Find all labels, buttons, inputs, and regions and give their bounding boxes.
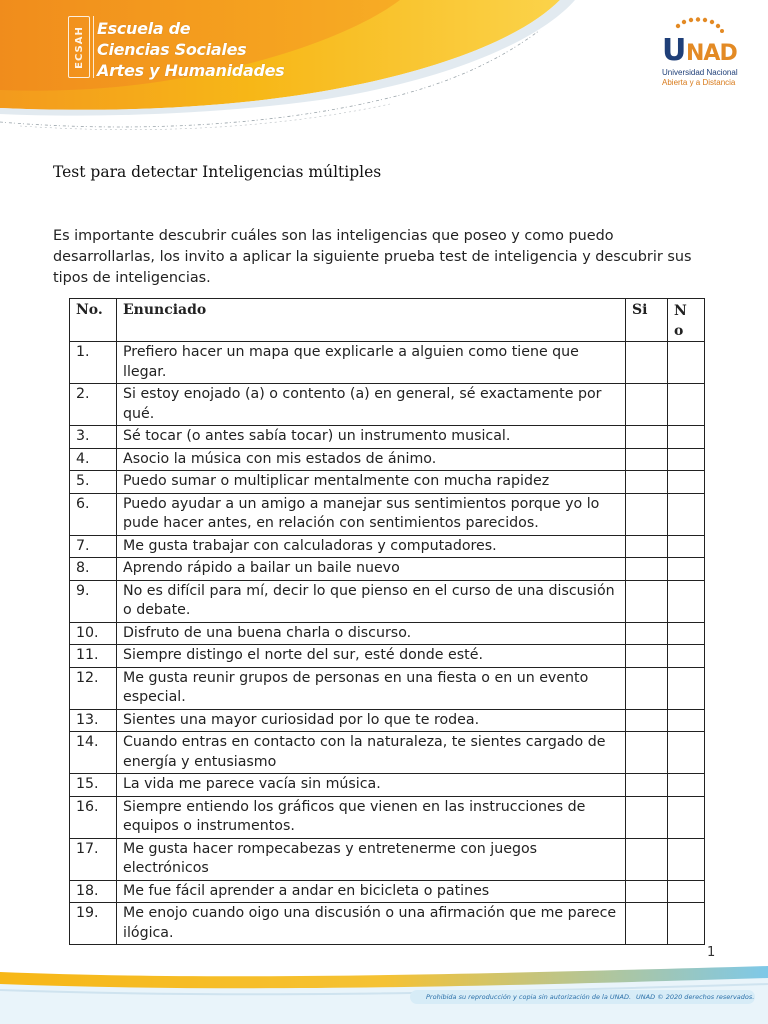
- table-row: [70, 709, 705, 732]
- row-no-answer-cell[interactable]: [668, 903, 705, 945]
- row-number: 9.: [70, 580, 117, 622]
- row-number: 16.: [70, 796, 117, 838]
- table-row: [70, 838, 705, 880]
- row-statement: Me gusta hacer rompecabezas y entretenerme con juegos electrónicos: [117, 838, 626, 880]
- table-row: [70, 732, 705, 774]
- row-number: 10.: [70, 622, 117, 645]
- table-row: [70, 622, 705, 645]
- row-yes-answer-cell[interactable]: [626, 426, 668, 449]
- row-no-answer-cell[interactable]: [668, 448, 705, 471]
- footer-banner: [0, 962, 768, 1024]
- row-statement: Aprendo rápido a bailar un baile nuevo: [117, 558, 626, 581]
- row-yes-answer-cell[interactable]: [626, 796, 668, 838]
- row-number: 1.: [70, 342, 117, 384]
- row-statement: No es difícil para mí, decir lo que pienso en el curso de una discusión o debate.: [117, 580, 626, 622]
- row-number: 13.: [70, 709, 117, 732]
- footer-rights-notice: UNAD © 2020 derechos reservados.: [636, 993, 755, 1001]
- school-name-line-1: Escuela de: [97, 19, 191, 38]
- row-yes-answer-cell[interactable]: [626, 384, 668, 426]
- row-no-answer-cell[interactable]: [668, 580, 705, 622]
- row-no-answer-cell[interactable]: [668, 838, 705, 880]
- header-number: No.: [70, 299, 117, 342]
- row-statement: Sientes una mayor curiosidad por lo que te rodea.: [117, 709, 626, 732]
- header-banner: [0, 0, 768, 140]
- row-no-answer-cell[interactable]: [668, 880, 705, 903]
- school-name-line-2: Ciencias Sociales: [97, 40, 247, 59]
- unad-name-line-2: Abierta y a Distancia: [662, 77, 736, 87]
- row-number: 6.: [70, 493, 117, 535]
- row-number: 14.: [70, 732, 117, 774]
- row-statement: Si estoy enojado (a) o contento (a) en general, sé exactamente por qué.: [117, 384, 626, 426]
- table-row: [70, 426, 705, 449]
- school-name: [97, 18, 284, 81]
- unad-logo-mark: [658, 16, 748, 72]
- row-no-answer-cell[interactable]: [668, 732, 705, 774]
- row-statement: Me enojo cuando oigo una discusión o una afirmación que me parece ilógica.: [117, 903, 626, 945]
- row-statement: Puedo ayudar a un amigo a manejar sus sentimientos porque yo lo pude hacer antes, en relación con sentimientos parecidos.: [117, 493, 626, 535]
- row-no-answer-cell[interactable]: [668, 667, 705, 709]
- footer-copyright-notice: Prohibida su reproducción y copia sin autorización de la UNAD.: [426, 993, 632, 1001]
- row-number: 19.: [70, 903, 117, 945]
- header-no-text: N o: [674, 303, 687, 339]
- row-yes-answer-cell[interactable]: [626, 493, 668, 535]
- table-row: [70, 903, 705, 945]
- row-number: 7.: [70, 535, 117, 558]
- unad-name-line-1: Universidad Nacional: [662, 68, 738, 77]
- unad-logo-nad: NAD: [686, 41, 737, 66]
- unad-logo-u: U: [662, 33, 686, 68]
- row-yes-answer-cell[interactable]: [626, 709, 668, 732]
- header-statement: Enunciado: [117, 299, 626, 342]
- row-yes-answer-cell[interactable]: [626, 838, 668, 880]
- table-row: [70, 471, 705, 494]
- row-no-answer-cell[interactable]: [668, 645, 705, 668]
- row-no-answer-cell[interactable]: [668, 426, 705, 449]
- school-badge-text: ECSAH: [73, 25, 85, 69]
- row-yes-answer-cell[interactable]: [626, 535, 668, 558]
- table-row: [70, 384, 705, 426]
- row-statement: La vida me parece vacía sin música.: [117, 774, 626, 797]
- row-no-answer-cell[interactable]: [668, 622, 705, 645]
- row-number: 18.: [70, 880, 117, 903]
- table-row: [70, 580, 705, 622]
- row-number: 2.: [70, 384, 117, 426]
- row-number: 3.: [70, 426, 117, 449]
- table-row: [70, 880, 705, 903]
- table-row: [70, 774, 705, 797]
- row-number: 8.: [70, 558, 117, 581]
- row-yes-answer-cell[interactable]: [626, 667, 668, 709]
- page-number: 1: [707, 945, 716, 960]
- row-no-answer-cell[interactable]: [668, 342, 705, 384]
- row-no-answer-cell[interactable]: [668, 558, 705, 581]
- table-header-row: [70, 299, 705, 342]
- row-no-answer-cell[interactable]: [668, 535, 705, 558]
- row-number: 17.: [70, 838, 117, 880]
- row-yes-answer-cell[interactable]: [626, 774, 668, 797]
- header-no: [668, 299, 705, 342]
- school-badge: [68, 16, 90, 78]
- row-statement: Me fue fácil aprender a andar en bicicleta o patines: [117, 880, 626, 903]
- row-statement: Puedo sumar o multiplicar mentalmente con mucha rapidez: [117, 471, 626, 494]
- row-statement: Cuando entras en contacto con la naturaleza, te sientes cargado de energía y entusiasmo: [117, 732, 626, 774]
- row-statement: Sé tocar (o antes sabía tocar) un instrumento musical.: [117, 426, 626, 449]
- school-divider: [93, 16, 94, 78]
- row-yes-answer-cell[interactable]: [626, 342, 668, 384]
- row-yes-answer-cell[interactable]: [626, 471, 668, 494]
- row-yes-answer-cell[interactable]: [626, 732, 668, 774]
- row-statement: Me gusta trabajar con calculadoras y computadores.: [117, 535, 626, 558]
- row-yes-answer-cell[interactable]: [626, 622, 668, 645]
- table-row: [70, 796, 705, 838]
- row-yes-answer-cell[interactable]: [626, 580, 668, 622]
- row-number: 4.: [70, 448, 117, 471]
- row-no-answer-cell[interactable]: [668, 471, 705, 494]
- table-row: [70, 645, 705, 668]
- unad-name: [662, 68, 752, 87]
- row-statement: Disfruto de una buena charla o discurso.: [117, 622, 626, 645]
- row-yes-answer-cell[interactable]: [626, 903, 668, 945]
- row-number: 12.: [70, 667, 117, 709]
- row-statement: Prefiero hacer un mapa que explicarle a alguien como tiene que llegar.: [117, 342, 626, 384]
- intelligence-test-table: [69, 298, 705, 945]
- document-title: Test para detectar Inteligencias múltiples: [53, 163, 382, 181]
- row-no-answer-cell[interactable]: [668, 796, 705, 838]
- header-yes: Si: [626, 299, 668, 342]
- table-row: [70, 342, 705, 384]
- intro-paragraph: Es importante descubrir cuáles son las inteligencias que poseo y como puedo desarrollarlas, los invito a aplicar la siguiente prueba test de inteligencia y descubrir sus tipos de inteligencias.: [53, 228, 692, 286]
- table-row: [70, 667, 705, 709]
- row-statement: Me gusta reunir grupos de personas en una fiesta o en un evento especial.: [117, 667, 626, 709]
- row-no-answer-cell[interactable]: [668, 774, 705, 797]
- school-name-line-3: Artes y Humanidades: [97, 61, 285, 80]
- row-no-answer-cell[interactable]: [668, 384, 705, 426]
- row-no-answer-cell[interactable]: [668, 493, 705, 535]
- table-row: [70, 493, 705, 535]
- row-statement: Siempre entiendo los gráficos que vienen en las instrucciones de equipos o instrumentos.: [117, 796, 626, 838]
- table-row: [70, 558, 705, 581]
- table-row: [70, 535, 705, 558]
- row-yes-answer-cell[interactable]: [626, 880, 668, 903]
- row-yes-answer-cell[interactable]: [626, 645, 668, 668]
- row-yes-answer-cell[interactable]: [626, 448, 668, 471]
- row-number: 11.: [70, 645, 117, 668]
- table-row: [70, 448, 705, 471]
- row-number: 5.: [70, 471, 117, 494]
- row-number: 15.: [70, 774, 117, 797]
- row-statement: Asocio la música con mis estados de ánimo.: [117, 448, 626, 471]
- row-no-answer-cell[interactable]: [668, 709, 705, 732]
- row-statement: Siempre distingo el norte del sur, esté donde esté.: [117, 645, 626, 668]
- row-yes-answer-cell[interactable]: [626, 558, 668, 581]
